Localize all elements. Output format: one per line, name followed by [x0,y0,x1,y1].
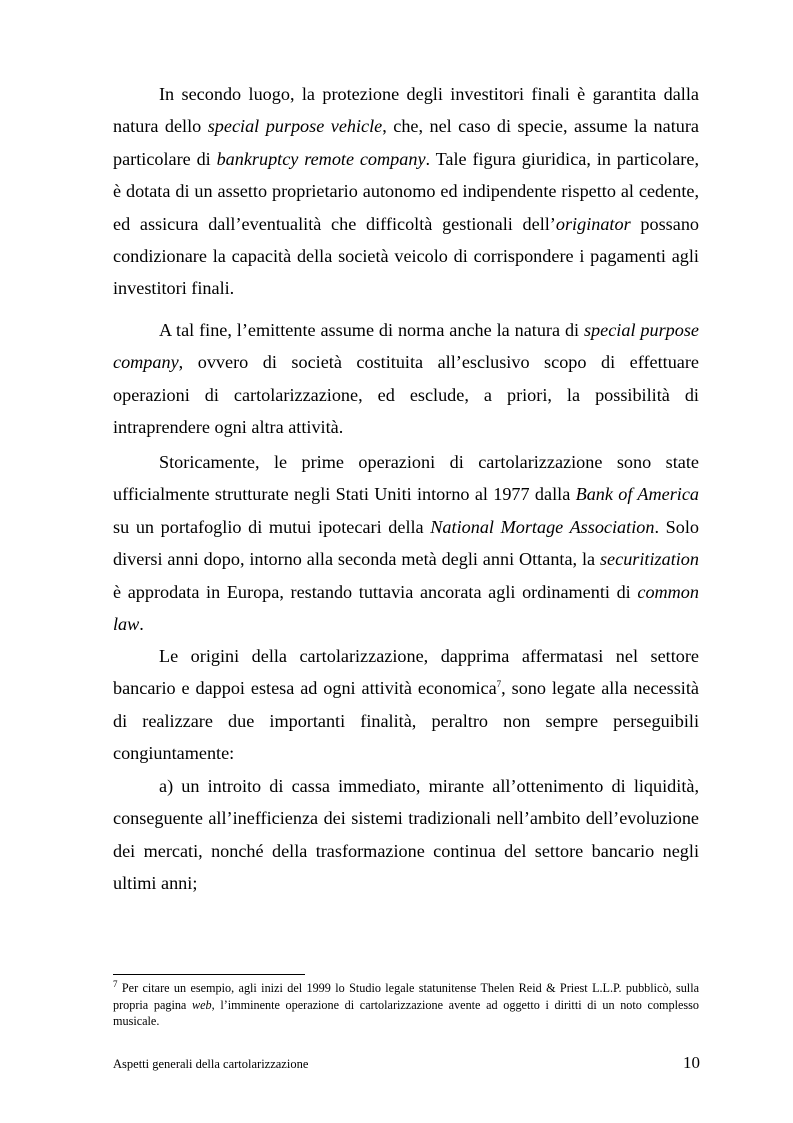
text-run: Le origini della cartolarizzazione, dapprima affermatasi nel settore bancario e dappoi estesa ad ogni attività economica [113,646,699,699]
paragraph-4 [113,640,699,770]
italic-term: special purpose company [113,320,699,373]
text-run: , l’imminente operazione di cartolarizzazione avente ad oggetto i diritti di un noto complesso musicale. [113,997,699,1028]
footnote-number: 7 [113,978,118,989]
text-run: . [139,614,144,635]
text-run: , ovvero di società costituita all’esclusivo scopo di effettuare operazioni di cartolarizzazione, ed esclude, a priori, la possibilità di intraprendere ogni altra attività. [113,352,699,438]
text-run: Storicamente, le prime operazioni di cartolarizzazione sono state ufficialmente strutturate negli Stati Uniti intorno al 1977 dalla [113,452,699,505]
text-run: , che, nel caso di specie, assume la natura particolare di [113,116,699,169]
page-number: 10 [683,1053,700,1072]
italic-term: common law [113,581,699,635]
text-run: su un portafoglio di mutui ipotecari della [113,516,431,537]
italic-term: securitization [599,549,699,570]
footnote-7 [113,980,699,1030]
text-run: Per citare un esempio, agli inizi del 1999 lo Studio legale statunitense Thelen Reid & Priest L.L.P. pubblicò, sulla propria pagina [113,981,699,1012]
italic-term: special purpose vehicle [207,116,383,137]
text-run: . Solo diversi anni dopo, intorno alla seconda metà degli anni Ottanta, la [113,516,700,570]
text-run: In secondo luogo, la protezione degli investitori finali è garantita dalla natura dello [113,84,699,137]
text-run: , sono legate alla necessità di realizzare due importanti finalità, peraltro non sempre perseguibili congiuntamente: [113,678,699,764]
footnote-reference[interactable]: 7 [496,679,502,690]
running-footer-title: Aspetti generali della cartolarizzazione [113,1057,309,1071]
paragraph-1 [113,78,699,305]
text-run: a) un introito di cassa immediato, mirante all’ottenimento di liquidità, conseguente all’inefficienza dei sistemi tradizionali nell’ambito dell’evoluzione dei mercati, nonché della trasformazione continua del settore bancario negli ultimi anni; [113,776,699,894]
text-run: possano condizionare la capacità della società veicolo di corrispondere i pagamenti agli investitori finali. [113,213,700,299]
text-run: . Tale figura giuridica, in particolare, è dotata di un assetto proprietario autonomo ed indipendente rispetto al cedente, ed assicura dall’eventualità che difficoltà gestionali dell’ [113,148,699,234]
paragraph-3 [113,446,699,640]
italic-term: web [191,997,212,1012]
paragraph-2 [113,314,699,444]
italic-term: Bank of America [575,484,699,505]
italic-term: National Mortage Association [430,516,655,537]
text-run: A tal fine, l’emittente assume di norma anche la natura di [159,320,584,340]
italic-term: bankruptcy remote company [216,148,426,169]
paragraph-list-item-a [113,770,699,900]
italic-term: originator [555,213,631,234]
footnote-separator [113,974,305,975]
text-run: è approdata in Europa, restando tuttavia ancorata agli ordinamenti di [113,581,638,602]
